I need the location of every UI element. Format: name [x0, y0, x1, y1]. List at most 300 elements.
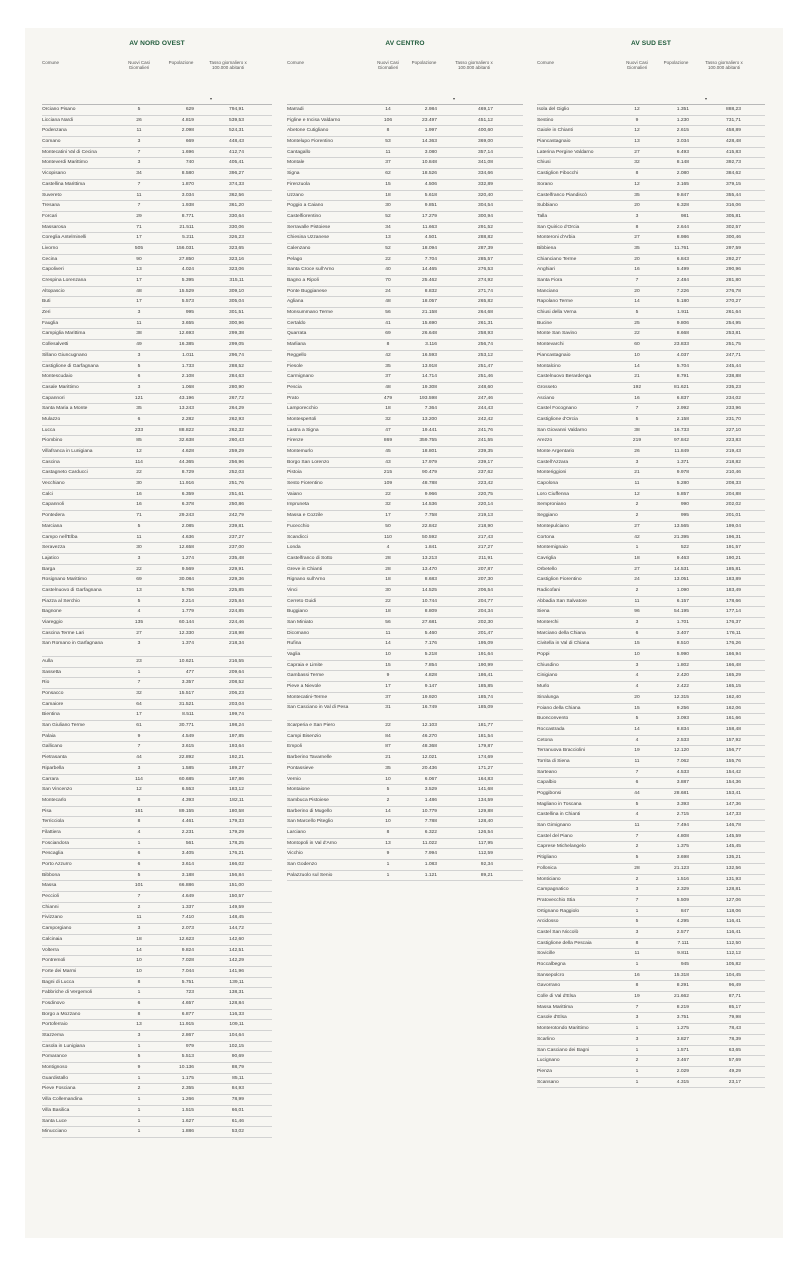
cell-population: 6.322: [424, 829, 437, 835]
cell-comune: Agliana: [287, 299, 304, 305]
cell-cases: 11: [136, 320, 142, 326]
cell-rate: 151,00: [229, 883, 244, 889]
cell-cases: 44: [136, 755, 142, 761]
cell-cases: 4: [635, 812, 639, 818]
cell-cases: 48: [136, 288, 142, 294]
cell-population: 89.155: [179, 808, 194, 814]
cell-cases: 10: [385, 776, 391, 782]
table-row: [537, 148, 765, 159]
cell-cases: 7: [137, 181, 141, 187]
cell-cases: 17: [136, 235, 142, 241]
cell-population: 2.867: [181, 1033, 194, 1039]
cell-cases: 8: [137, 1011, 141, 1017]
cell-cases: 14: [634, 726, 640, 732]
table-row: [537, 287, 765, 298]
cell-rate: 244,43: [478, 406, 493, 412]
cell-rate: 290,96: [726, 267, 741, 273]
cell-comune: Scandicci: [287, 534, 308, 540]
cell-comune: Orciano Pisano: [42, 107, 76, 112]
cell-comune: Tresana: [42, 203, 60, 209]
cell-cases: 4: [635, 673, 639, 679]
cell-rate: 89,21: [480, 872, 493, 878]
table-row: [287, 394, 523, 405]
cell-population: 156.031: [176, 245, 194, 251]
cell-cases: 28: [385, 566, 391, 572]
cell-cases: 18: [385, 577, 391, 583]
cell-rate: 85,11: [232, 1075, 244, 1081]
cell-cases: 8: [386, 829, 390, 835]
table-row: [537, 415, 765, 426]
column-header-cases[interactable]: Nuovi Casi Giornalieri: [626, 60, 648, 71]
cell-rate: 179,33: [229, 819, 244, 825]
cell-cases: 13: [634, 139, 640, 145]
cell-rate: 264,29: [229, 406, 244, 412]
cell-population: 21.158: [422, 310, 437, 316]
cell-cases: 12: [136, 787, 142, 793]
table-row: [42, 785, 272, 796]
table-row: [537, 575, 765, 586]
table-row: [537, 682, 765, 693]
table-row: [42, 775, 272, 786]
cell-rate: 225,85: [229, 587, 244, 593]
cell-rate: 280,90: [229, 384, 244, 390]
cell-cases: 11: [136, 128, 142, 134]
table-row: [287, 742, 523, 753]
column-header-rate[interactable]: Tasso giornaliero x 100.000 abitanti: [455, 60, 493, 71]
cell-cases: 8: [635, 224, 639, 230]
cell-population: 9.806: [676, 320, 689, 326]
cell-cases: 20: [634, 694, 640, 700]
cell-rate: 78,99: [231, 1097, 244, 1103]
table-row: [287, 839, 523, 850]
table-row: [42, 903, 272, 914]
cell-comune: Montemurlo: [287, 449, 313, 454]
cell-rate: 156,77: [726, 748, 741, 754]
table-row: [42, 753, 272, 764]
table-row: [42, 597, 272, 608]
cell-rate: 330,06: [229, 224, 244, 230]
cell-cases: 3: [137, 384, 141, 390]
cell-rate: 144,72: [229, 926, 244, 932]
cell-cases: 42: [385, 352, 391, 358]
table-row: [537, 351, 765, 362]
cell-rate: 147,36: [726, 801, 741, 807]
cell-rate: 112,59: [478, 851, 493, 857]
cell-comune: Livorno: [42, 245, 59, 251]
table-row: [42, 533, 272, 544]
cell-comune: Vaiano: [287, 491, 302, 497]
cell-population: 4.636: [181, 534, 194, 540]
table-row: [537, 832, 765, 843]
cell-cases: 869: [383, 438, 393, 444]
cell-population: 10.744: [422, 598, 437, 604]
cell-population: 19.441: [422, 427, 437, 433]
cell-rate: 85,17: [728, 1004, 741, 1010]
table-row: [537, 1013, 765, 1024]
cell-population: 15.690: [422, 320, 437, 326]
table-row: [537, 607, 765, 618]
cell-rate: 49,29: [728, 1068, 741, 1074]
cell-cases: 70: [385, 278, 391, 283]
cell-population: 7.028: [181, 958, 194, 964]
cell-population: 1.516: [676, 876, 689, 882]
cell-comune: Radicofani: [537, 587, 561, 593]
cell-comune: Scarlino: [537, 1036, 555, 1042]
cell-cases: 2: [137, 904, 141, 910]
cell-comune: Licciana Nardi: [42, 117, 73, 123]
cell-cases: 5: [635, 310, 639, 316]
cell-cases: 9: [635, 117, 639, 123]
cell-comune: Comano: [42, 139, 61, 145]
cell-comune: Camaiore: [42, 701, 64, 707]
cell-comune: Minucciano: [42, 1129, 67, 1135]
cell-population: 13.051: [674, 577, 689, 583]
cell-population: 1.083: [424, 862, 437, 868]
cell-rate: 104,45: [726, 972, 741, 978]
cell-population: 6.378: [181, 502, 194, 508]
table-row: [42, 817, 272, 828]
cell-rate: 276,53: [478, 267, 493, 273]
cell-comune: Montevarchi: [537, 342, 564, 348]
cell-comune: Pieve a Nievole: [287, 684, 321, 690]
cell-comune: Cortona: [537, 534, 555, 540]
table-row: [287, 785, 523, 796]
cell-population: 2.073: [181, 926, 194, 932]
cell-rate: 264,68: [478, 310, 493, 316]
cell-population: 6.067: [424, 776, 437, 782]
column-header-comune[interactable]: Comune: [537, 60, 555, 65]
cell-comune: Campagnatico: [537, 887, 569, 893]
table-row: [42, 137, 272, 148]
table-row: [287, 565, 523, 576]
cell-population: 21.395: [674, 534, 689, 540]
column-header-comune[interactable]: Comune: [287, 60, 305, 65]
table-row: [537, 1078, 765, 1089]
cell-rate: 220,75: [478, 491, 493, 497]
cell-population: 1.266: [181, 1097, 194, 1103]
cell-rate: 247,46: [478, 395, 493, 401]
table-row: [42, 340, 272, 351]
column-header-population[interactable]: Popolazione: [168, 60, 194, 65]
cell-cases: 5: [386, 787, 390, 793]
cell-rate: 202,02: [726, 502, 741, 508]
cell-cases: 3: [635, 459, 639, 465]
cell-rate: 469,17: [478, 107, 493, 112]
table-row: [537, 1035, 765, 1046]
cell-cases: 1: [386, 862, 390, 868]
cell-cases: 53: [385, 139, 391, 145]
cell-population: 3.827: [676, 1036, 689, 1042]
cell-population: 5.573: [181, 299, 194, 305]
cell-comune: Marliana: [287, 342, 306, 348]
column-header-comune[interactable]: Comune: [42, 60, 60, 65]
cell-comune: Podenzana: [42, 128, 67, 134]
cell-population: 4.393: [181, 797, 194, 803]
cell-rate: 223,83: [726, 438, 741, 444]
cell-population: 6.359: [181, 491, 194, 497]
cell-cases: 5: [137, 598, 141, 604]
cell-population: 9.851: [424, 203, 437, 209]
cell-cases: 52: [385, 213, 391, 219]
cell-rate: 141,96: [229, 968, 244, 974]
table-row: [287, 447, 523, 458]
cell-population: 5.756: [181, 587, 194, 593]
cell-population: 13.200: [422, 416, 437, 422]
table-row: [287, 533, 523, 544]
cell-rate: 261,64: [726, 310, 741, 316]
table-row: [42, 618, 272, 629]
cell-population: 723: [185, 990, 194, 996]
cell-comune: Montaione: [287, 787, 310, 793]
cell-population: 8.510: [676, 641, 689, 647]
cell-comune: Caprese Michelangelo: [537, 844, 586, 850]
cell-cases: 56: [385, 620, 391, 625]
table-row: [287, 629, 523, 640]
cell-comune: Civitella in Val di Chiana: [537, 641, 590, 647]
cell-cases: 5: [635, 919, 639, 925]
cell-rate: 199,04: [726, 523, 741, 529]
cell-population: 1.627: [181, 1118, 194, 1124]
cell-rate: 207,87: [478, 566, 493, 572]
cell-cases: 2: [137, 1086, 141, 1092]
cell-rate: 262,93: [229, 416, 244, 422]
cell-rate: 177,14: [726, 609, 741, 615]
cell-rate: 166,94: [726, 652, 741, 658]
cell-comune: Talla: [537, 213, 548, 219]
cell-cases: 110: [384, 534, 392, 540]
cell-cases: 6: [137, 374, 141, 380]
cell-population: 11.849: [674, 449, 689, 454]
cell-cases: 1: [635, 1068, 639, 1074]
table-row: [42, 1095, 272, 1106]
table-row: [42, 191, 272, 202]
cell-rate: 202,30: [478, 620, 493, 625]
cell-rate: 297,59: [726, 245, 741, 251]
table-body: [42, 105, 272, 1138]
table-row: [287, 276, 523, 287]
table-row: [287, 426, 523, 437]
cell-comune: Montescudaio: [42, 374, 73, 380]
cell-comune: Suvereto: [42, 192, 62, 198]
cell-population: 13.918: [422, 363, 437, 369]
cell-cases: 505: [134, 245, 144, 251]
cell-cases: 5: [635, 716, 639, 722]
cell-cases: 7: [137, 894, 141, 900]
column-header-rate[interactable]: Tasso giornaliero x 100.000 abitanti: [209, 60, 247, 71]
cell-cases: 1: [137, 840, 141, 846]
cell-cases: 114: [135, 776, 143, 782]
cell-rate: 129,88: [478, 808, 493, 814]
cell-rate: 126,54: [478, 829, 493, 835]
cell-population: 48.788: [422, 481, 437, 487]
cell-population: 26.648: [422, 331, 437, 337]
table-row: [42, 511, 272, 522]
cell-comune: Poppi: [537, 652, 550, 658]
column-header-cases[interactable]: Nuovi Casi Giornalieri: [377, 60, 399, 71]
sort-down-icon[interactable]: ▾: [705, 96, 708, 101]
cell-cases: 60: [634, 342, 640, 348]
cell-cases: 2: [635, 513, 639, 519]
cell-comune: Manciano: [537, 288, 559, 294]
sort-down-icon[interactable]: ▾: [453, 96, 456, 101]
cell-comune: Santa Maria a Monte: [42, 406, 88, 412]
cell-cases: 215: [383, 470, 393, 476]
cell-comune: Londa: [287, 545, 301, 551]
cell-cases: 19: [634, 748, 640, 754]
cell-population: 7.062: [676, 758, 689, 764]
cell-population: 14.363: [422, 139, 437, 145]
cell-rate: 220,14: [478, 502, 493, 508]
cell-population: 16.733: [674, 427, 689, 433]
cell-cases: 16: [136, 502, 142, 508]
cell-cases: 71: [136, 513, 142, 519]
table-row: [287, 191, 523, 202]
cell-cases: 20: [634, 288, 640, 294]
cell-cases: 12: [634, 107, 640, 112]
cell-comune: San Miniato: [287, 620, 313, 625]
table-row: [42, 565, 272, 576]
cell-population: 17.979: [422, 459, 437, 465]
cell-cases: 3: [137, 765, 141, 771]
cell-population: 4.628: [181, 449, 194, 454]
cell-comune: Buti: [42, 299, 51, 305]
cell-rate: 396,27: [229, 171, 244, 177]
cell-population: 669: [185, 139, 194, 145]
table-row: [287, 372, 523, 383]
cell-comune: Buggiano: [287, 609, 308, 615]
cell-comune: Volterra: [42, 947, 59, 953]
cell-rate: 224,46: [229, 620, 244, 625]
cell-cases: 87: [385, 744, 391, 750]
table-row: [287, 458, 523, 469]
cell-cases: 9: [386, 673, 390, 679]
cell-comune: Seggiano: [537, 513, 558, 519]
cell-rate: 233,96: [726, 406, 741, 412]
column-header-rate[interactable]: Tasso giornaliero x 100.000 abitanti: [705, 60, 743, 71]
cell-comune: Coreglia Antelminelli: [42, 235, 87, 241]
cell-rate: 162,40: [726, 694, 741, 700]
cell-cases: 8: [635, 983, 639, 989]
cell-comune: Cantagallo: [287, 149, 311, 155]
cell-population: 9.147: [424, 684, 437, 690]
cell-comune: Cecina: [42, 256, 58, 262]
cell-rate: 104,64: [229, 1033, 244, 1039]
table-row: [42, 988, 272, 999]
cell-comune: Bagnone: [42, 609, 62, 615]
cell-rate: 301,51: [229, 310, 244, 316]
cell-rate: 165,29: [726, 673, 741, 679]
cell-rate: 164,83: [478, 776, 493, 782]
cell-population: 477: [185, 669, 194, 675]
cell-rate: 117,95: [478, 840, 493, 846]
table-row: [287, 753, 523, 764]
cell-population: 2.577: [676, 929, 689, 935]
table-row: [42, 1010, 272, 1021]
cell-population: 7.226: [676, 288, 689, 294]
cell-comune: Capannori: [42, 395, 65, 401]
table-row: [537, 853, 765, 864]
cell-population: 4.819: [181, 117, 194, 123]
column-header-cases[interactable]: Nuovi Casi Giornalieri: [128, 60, 150, 71]
cell-comune: Pontassieve: [287, 765, 314, 771]
table-row: [287, 500, 523, 511]
cell-population: 5.395: [181, 278, 194, 283]
cell-comune: San Quirico d'Orcia: [537, 224, 580, 230]
cell-comune: Capolona: [537, 481, 558, 487]
table-row: [537, 308, 765, 319]
sort-down-icon[interactable]: ▾: [210, 96, 213, 101]
column-header-population[interactable]: Popolazione: [663, 60, 689, 65]
cell-rate: 141,68: [478, 787, 493, 793]
cell-population: 3.655: [181, 320, 194, 326]
table-row: [42, 383, 272, 394]
cell-population: 16.749: [422, 705, 437, 711]
cell-rate: 262,32: [229, 427, 244, 433]
table-row: [537, 137, 765, 148]
table-row: [42, 394, 272, 405]
cell-population: 3.407: [676, 630, 689, 636]
table-row: [537, 789, 765, 800]
table-body: [287, 105, 523, 881]
cell-rate: 234,02: [726, 395, 741, 401]
table-row: [537, 255, 765, 266]
cell-cases: 106: [383, 117, 393, 123]
cell-population: 1.701: [676, 620, 689, 625]
cell-cases: 19: [634, 994, 640, 1000]
cell-cases: 5: [137, 872, 141, 878]
region-table-nord-ovest: [42, 36, 272, 1138]
cell-population: 9.847: [676, 192, 689, 198]
cell-cases: 18: [385, 609, 391, 615]
cell-rate: 251,61: [229, 491, 244, 497]
cell-population: 5.704: [676, 363, 689, 369]
cell-cases: 34: [136, 171, 142, 177]
cell-rate: 203,04: [229, 701, 244, 707]
cell-cases: 7: [635, 769, 639, 775]
cell-comune: Montale: [287, 160, 305, 166]
column-header-population[interactable]: Popolazione: [411, 60, 437, 65]
cell-rate: 305,04: [229, 299, 244, 305]
cell-rate: 299,38: [229, 331, 244, 337]
cell-population: 1.374: [181, 640, 194, 646]
cell-rate: 270,27: [726, 299, 741, 305]
table-row: [287, 404, 523, 415]
cell-rate: 218,90: [478, 523, 493, 529]
cell-population: 28.681: [674, 791, 689, 796]
table-row: [287, 543, 523, 554]
cell-rate: 261,31: [478, 320, 493, 326]
table-row: [287, 554, 523, 565]
cell-cases: 12: [634, 181, 640, 187]
cell-cases: 16: [136, 491, 142, 497]
cell-cases: 4: [635, 737, 639, 743]
cell-population: 8.809: [424, 609, 437, 615]
table-row: [537, 768, 765, 779]
cell-comune: Montopoli in Val d'Arno: [287, 840, 337, 846]
cell-rate: 183,49: [726, 587, 741, 593]
cell-rate: 274,92: [478, 278, 493, 283]
cell-population: 2.085: [181, 523, 194, 529]
cell-rate: 265,82: [478, 299, 493, 305]
cell-comune: Palazzuolo sul Senio: [287, 872, 333, 878]
cell-comune: Barga: [42, 566, 56, 572]
cell-rate: 223,42: [478, 481, 493, 487]
table-row: [537, 907, 765, 918]
cell-comune: Lamporecchio: [287, 406, 318, 412]
cell-comune: Castelnuovo di Garfagnana: [42, 587, 102, 593]
cell-rate: 361,20: [229, 203, 244, 209]
cell-rate: 229,91: [229, 566, 244, 572]
